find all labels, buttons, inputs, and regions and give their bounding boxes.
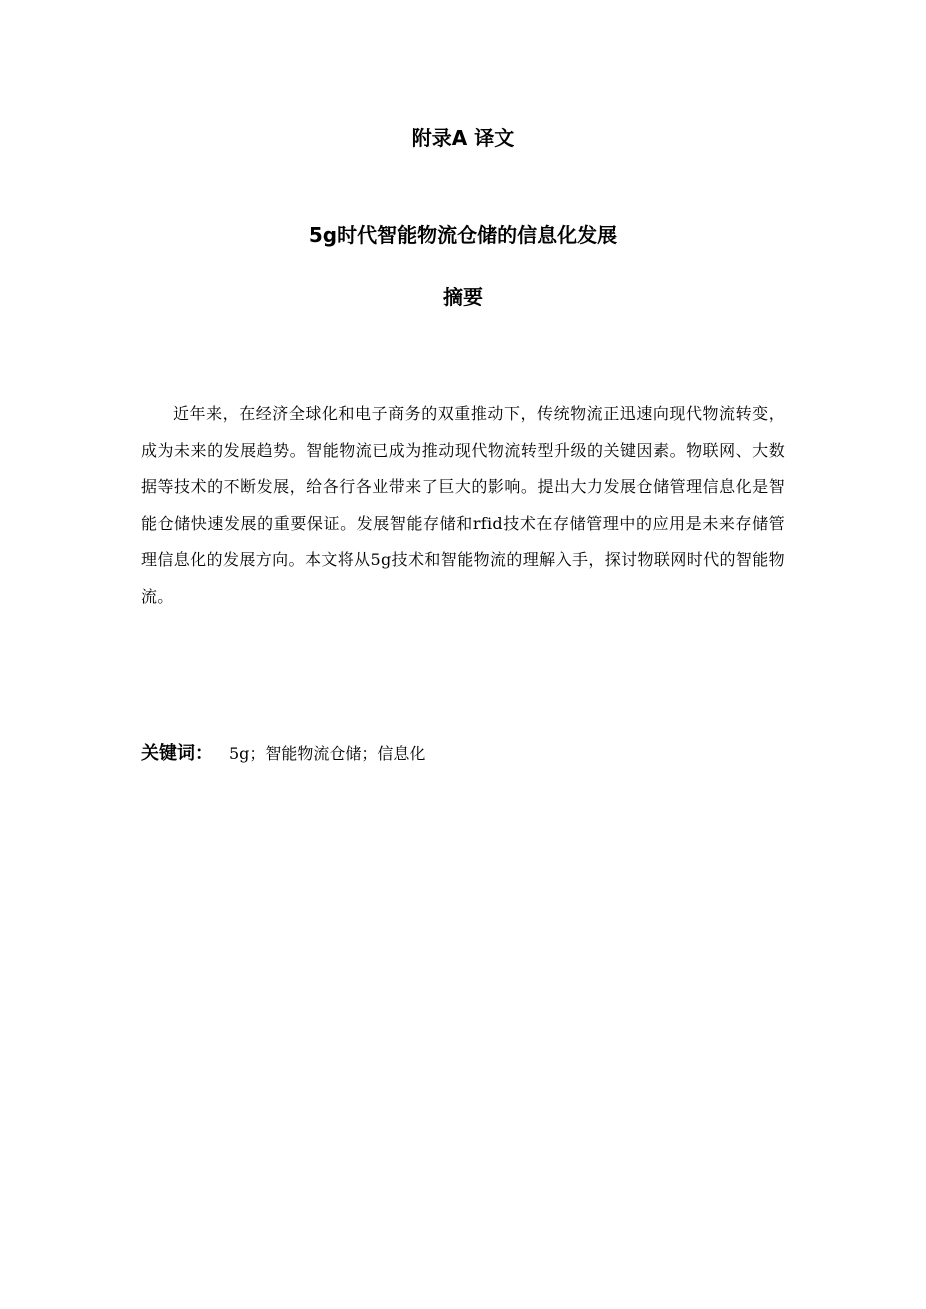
keywords-value: 5g；智能物流仓储；信息化	[229, 744, 426, 763]
abstract-heading: 摘要	[443, 285, 483, 309]
abstract-paragraph: 近年来，在经济全球化和电子商务的双重推动下，传统物流正迅速向现代物流转变，成为未来的发展趋势。智能物流已成为推动现代物流转型升级的关键因素。物联网、大数据等技术的不断发展，给各行各业带来了巨大的影响。提出大力发展仓储管理信息化是智能仓储快速发展的重要保证。发展智能存储和rfid技术在存储管理中的应用是未来存储管理信息化的发展方向。本文将从5g技术和智能物流的理解入手，探讨物联网时代的智能物流。	[141, 404, 785, 606]
paper-title: 5g时代智能物流仓储的信息化发展	[308, 223, 618, 247]
keywords-label: 关键词：	[141, 743, 213, 764]
keywords-row	[141, 736, 785, 773]
appendix-heading: 附录A 译文	[411, 126, 515, 150]
